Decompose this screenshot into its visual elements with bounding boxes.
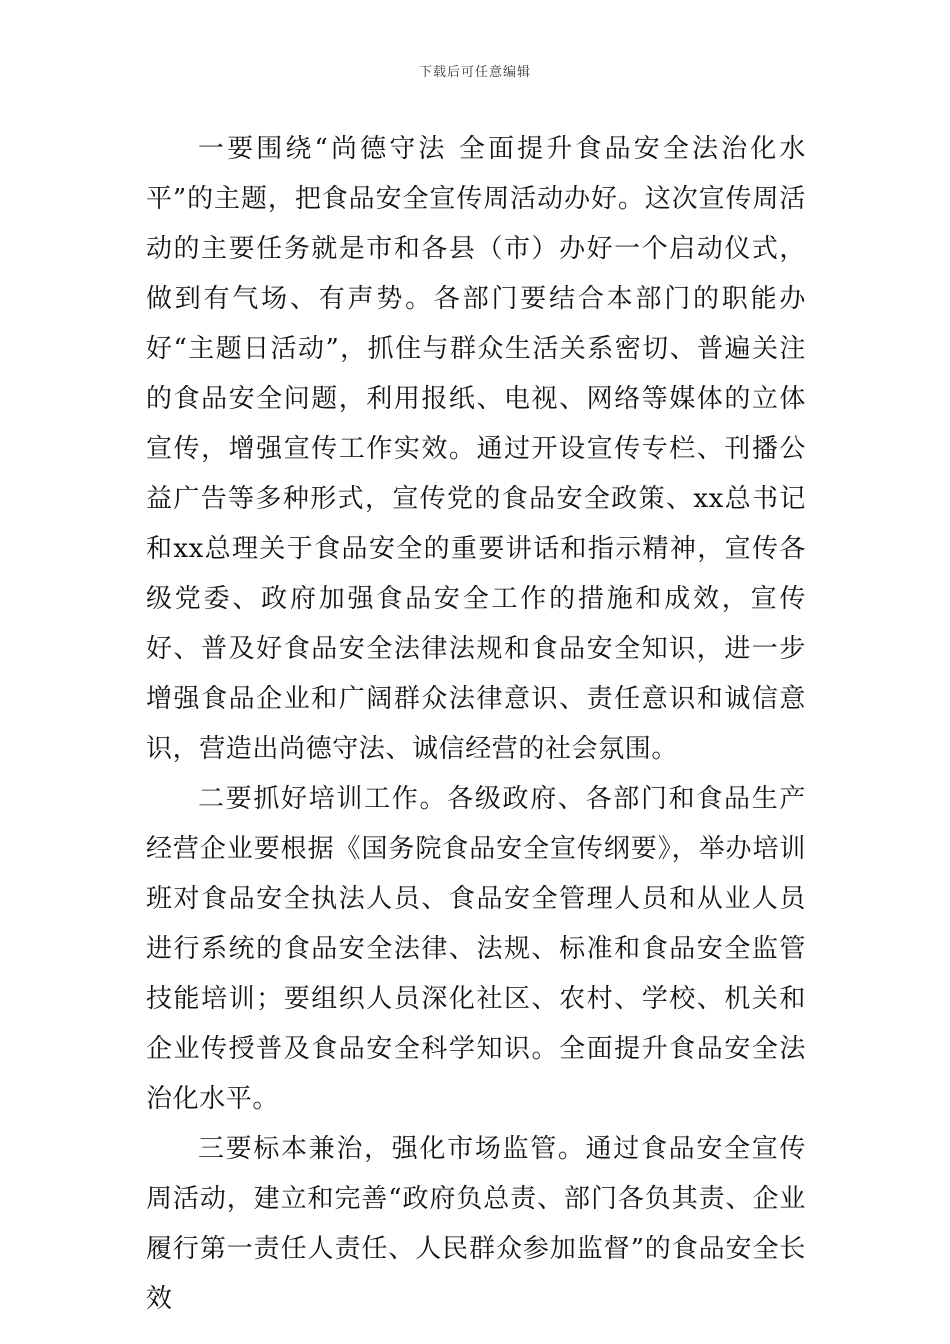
paragraph-3: 三要标本兼治，强化市场监管。通过食品安全宣传周活动，建立和完善“政府负总责、部门各负其责、企业履行第一责任人责任、人民群众参加监督”的食品安全长效 xyxy=(146,1134,806,1314)
document-body xyxy=(146,124,806,1324)
page-header-note: 下载后可任意编辑 xyxy=(418,65,531,80)
paragraph-1: 一要围绕“尚德守法 全面提升食品安全法治化水平”的主题，把食品安全宣传周活动办好。这次宣传周活动的主要任务就是市和各县（市）办好一个启动仪式，做到有气场、有声势。各部门要结合本部门的职能办好“主题日活动”，抓住与群众生活关系密切、普遍关注的食品安全问题，利用报纸、电视、网络等媒体的立体宣传，增强宣传工作实效。通过开设宣传专栏、刊播公益广告等多种形式，宣传党的食品安全政策、xx总书记和xx总理关于食品安全的重要讲话和指示精神，宣传各级党委、政府加强食品安全工作的措施和成效，宣传好、普及好食品安全法律法规和食品安全知识，进一步增强食品企业和广阔群众法律意识、责任意识和诚信意识，营造出尚德守法、诚信经营的社会氛围。 xyxy=(146,134,806,764)
paragraph-2: 二要抓好培训工作。各级政府、各部门和食品生产经营企业要根据《国务院食品安全宣传纲要》，举办培训班对食品安全执法人员、食品安全管理人员和从业人员进行系统的食品安全法律、法规、标准和食品安全监管技能培训；要组织人员深化社区、农村、学校、机关和企业传授普及食品安全科学知识。全面提升食品安全法治化水平。 xyxy=(146,784,806,1114)
